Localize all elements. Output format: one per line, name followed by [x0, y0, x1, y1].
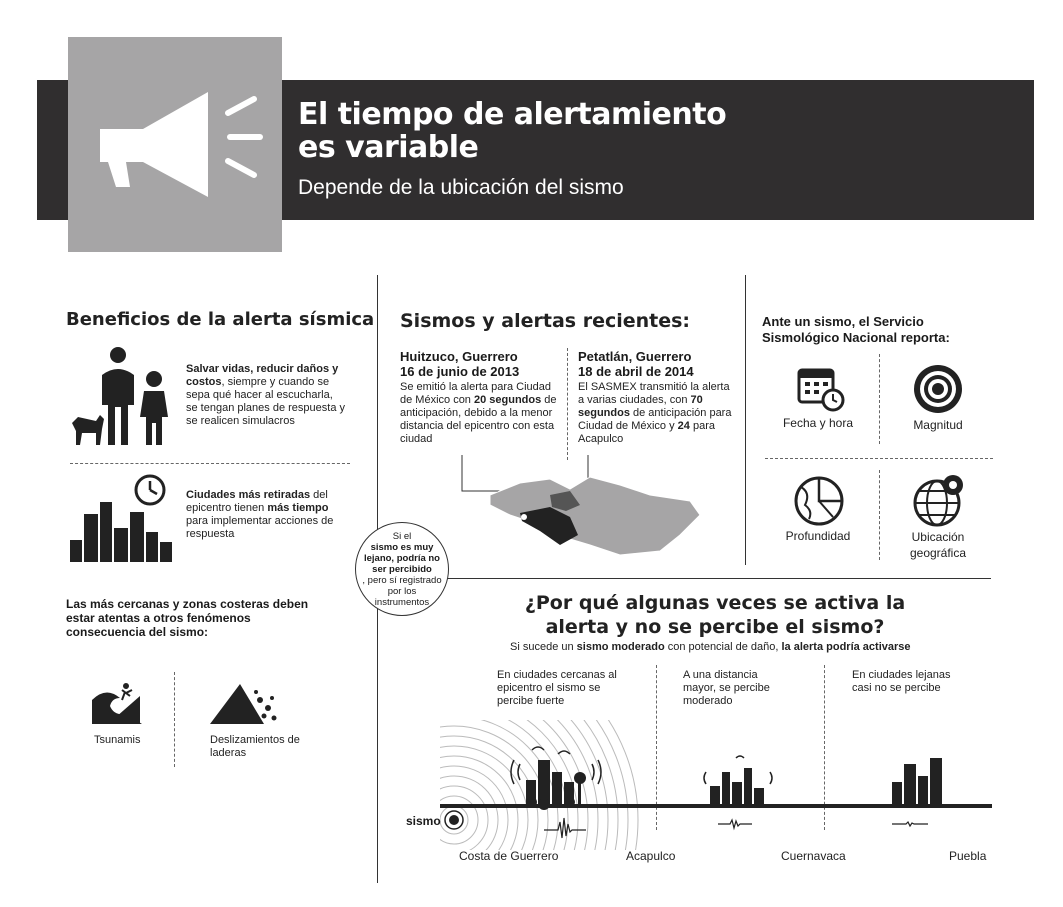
far-quake-note: Si el sismo es muy lejano, podría no ser percibido , pero sí registrado por los instrumentos — [355, 522, 449, 616]
ssn-title: Ante un sismo, el Servicio Sismológico Nacional reporta: — [762, 314, 950, 345]
ssn-separator-v1 — [879, 354, 880, 444]
mexico-map — [460, 455, 710, 565]
calendar-clock-icon — [797, 364, 847, 412]
far-note: En ciudades lejanas casi no se percibe — [852, 669, 951, 694]
divider-horizontal — [377, 578, 991, 579]
page-title: El tiempo de alertamiento es variable — [298, 97, 727, 165]
city-costa-guerrero: Costa de Guerrero — [459, 849, 559, 863]
ssn-item-depth: Profundidad — [785, 529, 851, 543]
ssn-item-datetime: Fecha y hora — [782, 416, 854, 430]
city-cuernavaca: Cuernavaca — [781, 849, 846, 863]
ssn-separator-v2 — [879, 470, 880, 560]
landslide-label: Deslizamientos de laderas — [210, 734, 300, 759]
city-clock-icon — [70, 472, 174, 564]
page-subtitle: Depende de la ubicación del sismo — [298, 176, 624, 199]
tsunami-label: Tsunamis — [94, 734, 141, 746]
event-petatlan: Petatlán, Guerrero 18 de abril de 2014 El SASMEX transmitió la alerta a varias ciudades, con 70 segundos de anticipación para Ciudad de México y 24 para Acapulco — [578, 349, 732, 445]
ssn-item-location: Ubicación geográfica — [909, 530, 967, 560]
benefits-separator — [70, 463, 350, 464]
magnitude-icon — [913, 364, 963, 414]
mid-note: A una distancia mayor, se percibe moderado — [683, 669, 770, 707]
event-huitzuco: Huitzuco, Guerrero 16 de junio de 2013 Se emitió la alerta para Ciudad de México con 20 segundos de anticipación, debido a la menor distancia del epicentro con esta ciudad — [400, 349, 557, 445]
landslide-icon — [210, 680, 282, 725]
city-acapulco: Acapulco — [626, 849, 676, 863]
sismo-label: sismo — [406, 814, 441, 828]
location-globe-icon — [911, 473, 967, 527]
near-note: En ciudades cercanas al epicentro el sismo se percibe fuerte — [497, 669, 617, 707]
benefit-2: Ciudades más retiradas del epicentro tienen más tiempo para implementar acciones de respuesta — [186, 489, 334, 540]
benefits-title: Beneficios de la alerta sísmica — [66, 309, 375, 330]
coastal-note: Las más cercanas y zonas costeras deben estar atentas a otros fenómenos consecuencia del sismo: — [66, 597, 309, 639]
divider-right — [745, 275, 746, 565]
tsunami-icon — [92, 680, 142, 725]
recent-title: Sismos y alertas recientes: — [400, 310, 691, 332]
seismic-waves-diagram — [440, 720, 1000, 850]
why-subtitle: Si sucede un sismo moderado con potencial de daño, la alerta podría activarse — [510, 641, 911, 653]
megaphone-logo-box — [68, 37, 282, 252]
family-icon — [68, 345, 178, 450]
city-puebla: Puebla — [949, 849, 987, 863]
depth-globe-icon — [793, 475, 845, 527]
megaphone-icon — [68, 37, 282, 252]
why-title: ¿Por qué algunas veces se activa la alerta y no se percibe el sismo? — [524, 592, 906, 638]
hazard-separator — [174, 672, 175, 767]
benefit-1: Salvar vidas, reducir daños y costos, siempre y cuando se sepa qué hacer al escucharla, se tengan planes de respuesta y se realicen simulacros — [186, 363, 346, 427]
ssn-separator-h — [765, 458, 993, 459]
events-separator — [567, 348, 568, 460]
ssn-item-magnitude: Magnitud — [913, 418, 963, 432]
